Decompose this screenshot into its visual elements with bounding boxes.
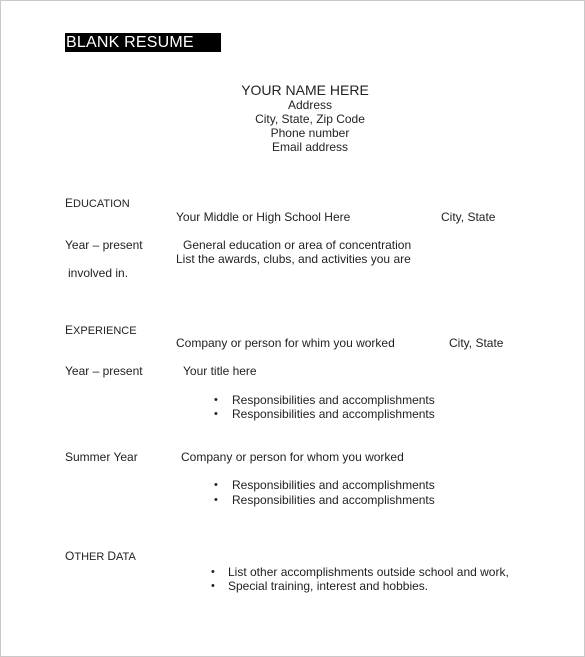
bullet-icon: • [214,494,218,506]
job-2-bullet-1: Responsibilities and accomplishments [232,478,435,492]
other-heading-rest-2: ATA [116,551,136,563]
city-state-zip-line: City, State, Zip Code [255,112,365,126]
experience-heading-rest: XPERIENCE [73,325,137,337]
job-1-company: Company or person for whim you worked [176,336,395,350]
education-heading-rest: DUCATION [73,198,130,210]
phone-line: Phone number [270,126,350,140]
job-1-bullet-1: Responsibilities and accomplishments [232,393,435,407]
other-heading-initial-2: D [107,549,117,563]
job-1-dates: Year – present [65,364,143,378]
education-heading-initial: E [65,196,74,210]
bullet-icon: • [214,408,218,420]
experience-heading [65,323,137,338]
bullet-icon: • [214,479,218,491]
school-location: City, State [441,210,496,224]
bullet-icon: • [211,580,215,592]
education-heading [65,196,130,211]
job-1-location: City, State [449,336,504,350]
school-name: Your Middle or High School Here [176,210,351,224]
job-2-bullet-2: Responsibilities and accomplishments [232,493,435,507]
email-line: Email address [271,140,349,154]
experience-heading-initial: E [65,323,74,337]
other-data-heading [65,549,136,564]
address-line: Address [287,98,333,112]
education-activities-line-1: List the awards, clubs, and activities you are [176,252,411,266]
resume-title-banner: BLANK RESUME [65,33,221,52]
bullet-icon: • [211,566,215,578]
education-activities-line-2: involved in. [68,266,129,280]
applicant-name: YOUR NAME HERE [241,82,369,98]
other-bullet-1: List other accomplishments outside school and work, [228,565,509,579]
education-field: General education or area of concentration [183,238,412,252]
job-2-company: Company or person for whom you worked [181,450,404,464]
job-1-bullet-2: Responsibilities and accomplishments [232,407,435,421]
education-dates: Year – present [65,238,143,252]
job-1-title: Your title here [183,364,257,378]
bullet-icon: • [214,394,218,406]
other-heading-rest-1: THER [74,551,108,563]
other-heading-initial-1: O [65,549,75,563]
job-2-dates: Summer Year [65,450,138,464]
other-bullet-2: Special training, interest and hobbies. [228,579,429,593]
